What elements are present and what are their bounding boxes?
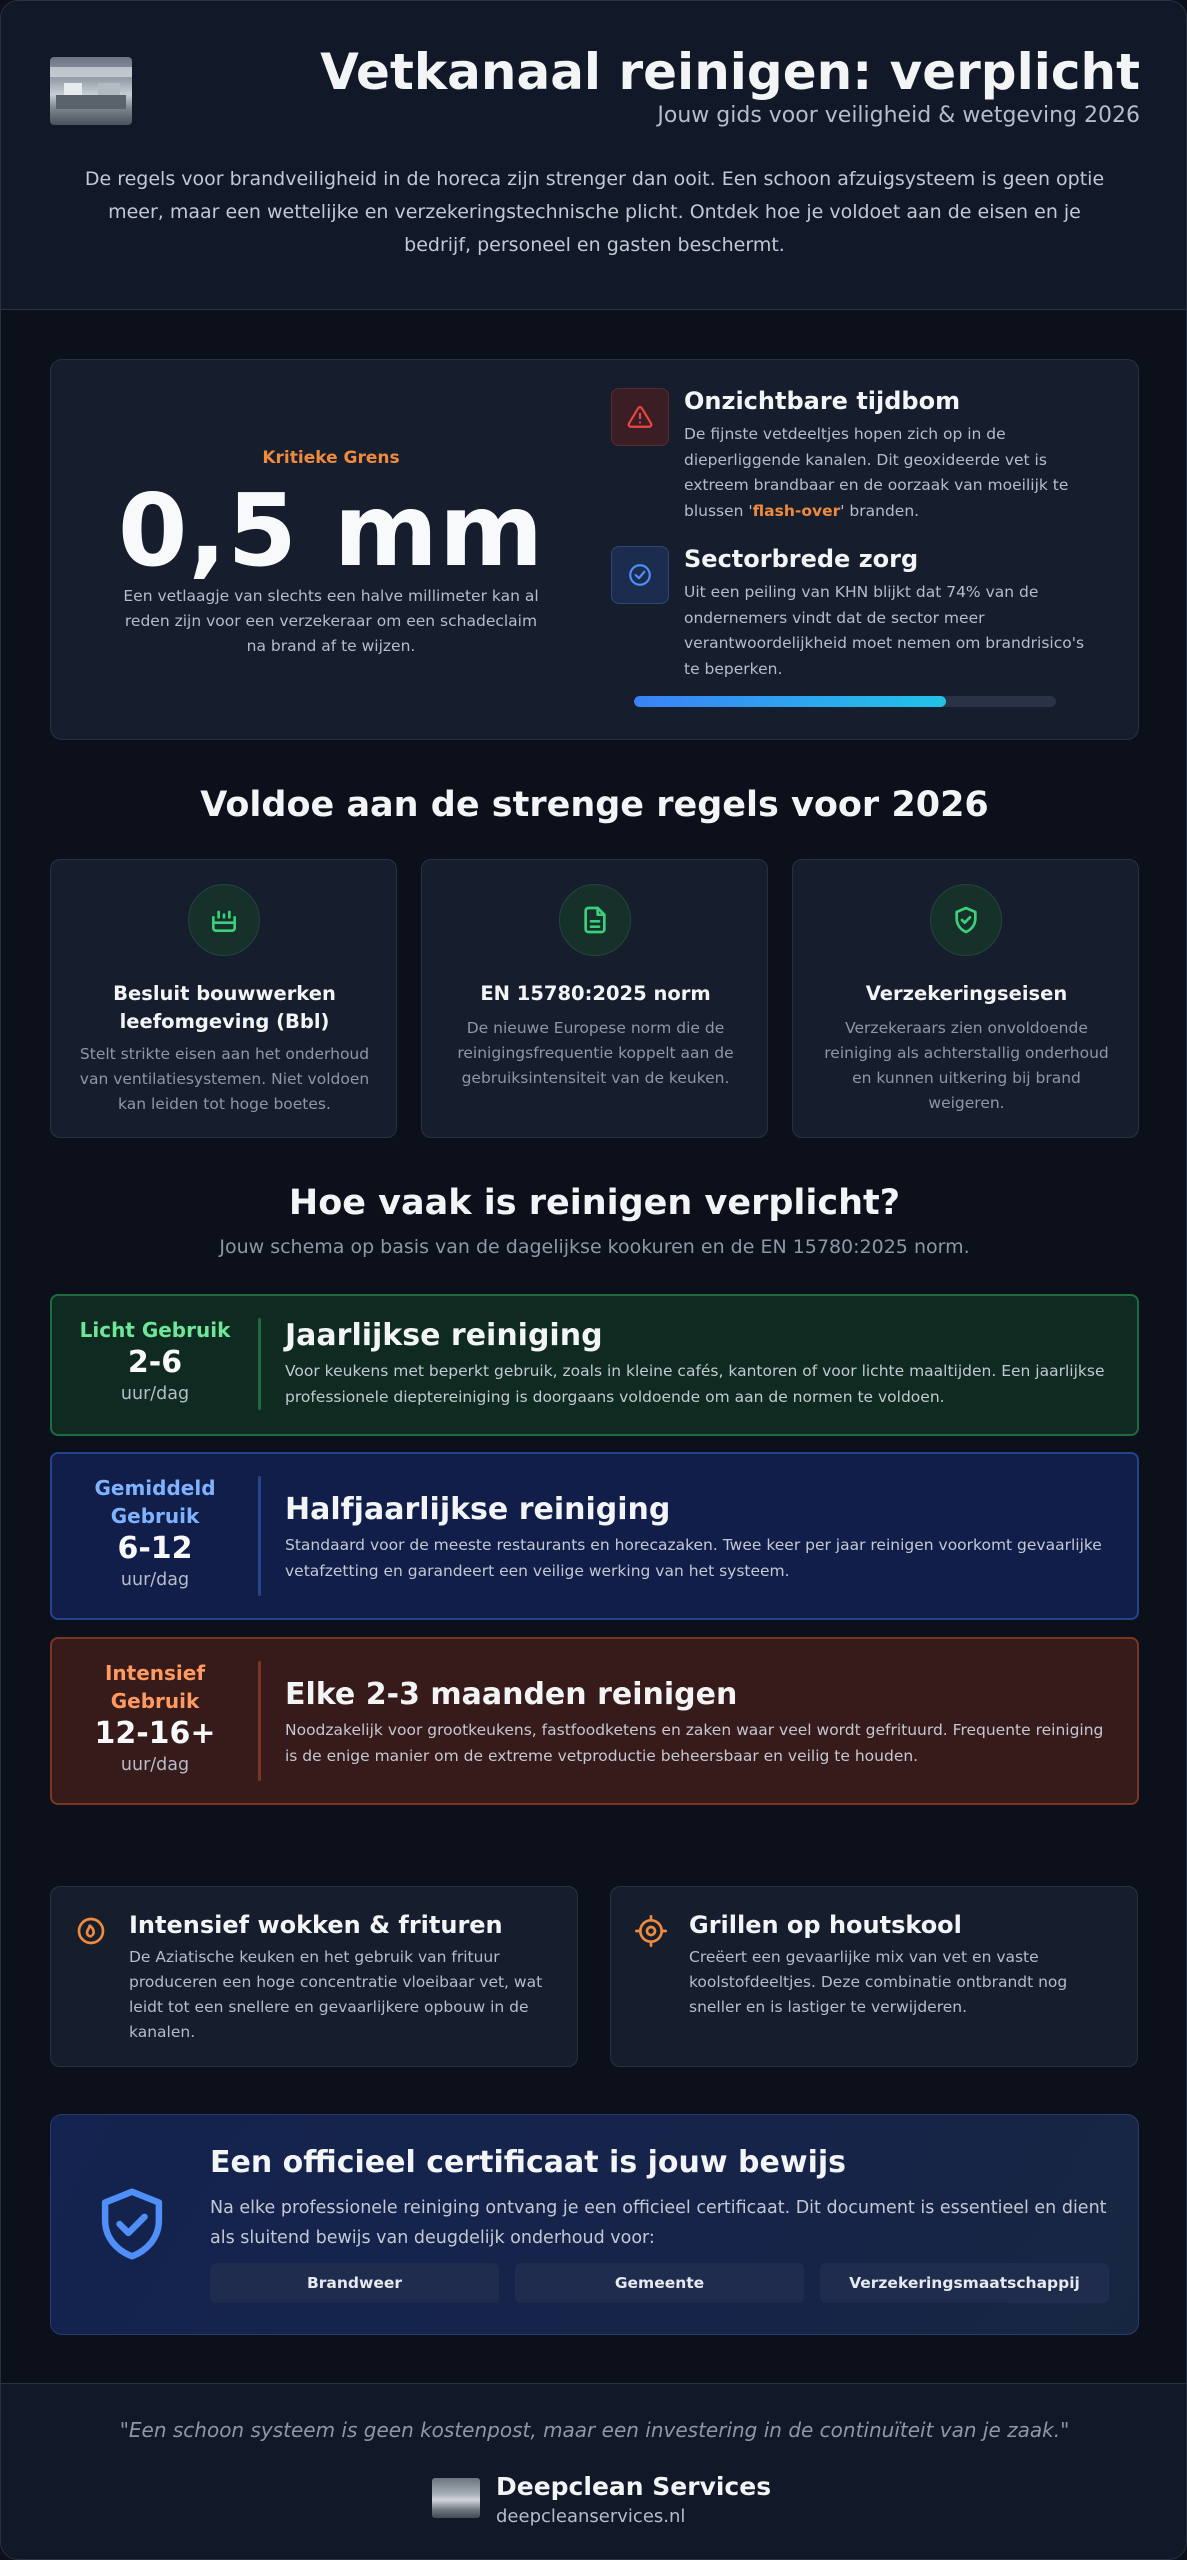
risk-card-text: De Aziatische keuken en het gebruik van frituur produceren een hoge concentratie vloeibaar vet, wat leidt tot een snellere en gevaarlijkere opbouw in de kanalen.	[129, 1948, 543, 2041]
usage-label-2: Gebruik	[110, 1689, 200, 1713]
reg-text: De nieuwe Europese norm die de reinigingsfrequentie koppelt aan de gebruiksintensiteit van de keuken.	[457, 1019, 734, 1087]
company-url[interactable]: deepcleanservices.nl	[496, 2506, 686, 2527]
risk-title: Sectorbrede zorg	[684, 545, 919, 573]
critical-description: Een vetlaagje van slechts een halve millimeter kan al reden zijn voor een verzekeraar om een schadeclaim na brand af te wijzen.	[123, 587, 539, 655]
risk-card-charcoal	[610, 1886, 1138, 2067]
usage-label: Gemiddeld	[94, 1476, 216, 1500]
intro-text: De regels voor brandveiligheid in de horeca zijn strenger dan ooit. Een schoon afzuigsysteem is geen optie meer, maar een wettelijke en verzekeringstechnische plicht. Ontdek hoe je voldoet aan de eisen en je bedrijf, personeel en gasten beschermt.	[84, 168, 1105, 256]
tag-verzekeringsmaatschappij: Verzekeringsmaatschappij	[820, 2263, 1109, 2303]
company-name: Deepclean Services	[496, 2472, 772, 2501]
row-divider	[258, 1661, 261, 1781]
frequency-row-title: Jaarlijkse reiniging	[285, 1318, 603, 1353]
reg-title: Verzekeringseisen	[865, 982, 1068, 1005]
frequency-row-intensive	[50, 1637, 1139, 1805]
certificate-card	[50, 2114, 1139, 2335]
khn-progress-bar	[634, 696, 1056, 707]
usage-label: Intensief	[104, 1661, 206, 1685]
certificate-text: Na elke professionele reiniging ontvang je een officieel certificaat. Dit document is essentieel en dient als sluitend bewijs van deugdelijk onderhoud voor:	[210, 2198, 1107, 2248]
frequency-row-medium	[50, 1452, 1139, 1620]
page-subtitle: Jouw gids voor veiligheid & wetgeving 2026	[657, 103, 1140, 128]
reg-title: Besluit bouwwerken leefomgeving (Bbl)	[113, 982, 336, 1033]
frequency-row-text: Voor keukens met beperkt gebruik, zoals in kleine cafés, kantoren of voor lichte maaltijden. Een jaarlijkse professionele dieptereiniging is doorgaans voldoende om aan de normen te voldoen.	[285, 1362, 1105, 1406]
flash-over-highlight: flash-over	[752, 501, 841, 520]
risk-text: Uit een peiling van KHN blijkt dat 74% van de ondernemers vindt dat de sector meer verantwoordelijkheid moet nemen om brandrisico's te beperken.	[684, 583, 1085, 678]
footer-quote: "Een schoon systeem is geen kostenpost, maar een investering in de continuïteit van je zaak."	[119, 2418, 1070, 2442]
wok-flame-icon	[75, 1915, 107, 1947]
reg-text: Stelt strikte eisen aan het onderhoud van ventilatiesystemen. Niet voldoen kan leiden tot hoge boetes.	[79, 1045, 370, 1113]
usage-hours: 2-6	[127, 1345, 183, 1380]
shield-check-icon	[89, 2181, 175, 2267]
critical-label: Kritieke Grens	[262, 448, 400, 468]
tag-brandweer: Brandweer	[210, 2263, 499, 2303]
khn-progress-fill	[634, 696, 946, 707]
reg-card-insurance	[792, 859, 1139, 1138]
risk-card-text: Creëert een gevaarlijke mix van vet en vaste koolstofdeeltjes. Deze combinatie ontbrandt nog sneller en is lastiger te verwijderen.	[689, 1948, 1068, 2016]
risk-card-title: Intensief wokken & frituren	[129, 1911, 503, 1939]
usage-unit: uur/dag	[120, 1755, 190, 1775]
frequency-row-title: Elke 2-3 maanden reinigen	[285, 1677, 738, 1712]
risk-title: Onzichtbare tijdbom	[684, 387, 961, 415]
check-circle-icon	[611, 546, 669, 604]
risk-card-title: Grillen op houtskool	[689, 1911, 962, 1939]
document-icon	[559, 884, 631, 956]
regulations-title: Voldoe aan de strenge regels voor 2026	[200, 785, 989, 825]
usage-unit: uur/dag	[120, 1384, 190, 1404]
frequency-row-text: Standaard voor de meeste restaurants en horecazaken. Twee keer per jaar reinigen voorkomt gevaarlijke vetafzetting en garandeert een veilige werking van het systeem.	[285, 1536, 1102, 1580]
row-divider	[258, 1476, 261, 1596]
grill-icon	[635, 1915, 667, 1947]
frequency-subtitle: Jouw schema op basis van de dagelijkse kookuren en de EN 15780:2025 norm.	[219, 1236, 970, 1258]
frequency-title: Hoe vaak is reinigen verplicht?	[288, 1183, 901, 1223]
frequency-row-text: Noodzakelijk voor grootkeukens, fastfoodketens en zaken waar veel wordt gefrituurd. Frequente reiniging is de enige manier om de extreme vetproductie beheersbaar en veilig te houden.	[285, 1721, 1104, 1765]
warning-triangle-icon	[611, 388, 669, 446]
usage-unit: uur/dag	[120, 1570, 190, 1590]
usage-hours: 6-12	[117, 1531, 193, 1566]
reg-card-en15780	[421, 859, 768, 1138]
building-icon	[188, 884, 260, 956]
risk-card-wok	[50, 1886, 578, 2067]
row-divider	[258, 1318, 261, 1410]
company-logo	[432, 2478, 480, 2518]
risk-text: De fijnste vetdeeltjes hopen zich op in de dieperliggende kanalen. Dit geoxideerde vet is extreem brandbaar en de oorzaak van moeilijk te blussen 'flash-over' branden.	[684, 425, 1069, 520]
header	[1, 1, 1187, 310]
reg-title: EN 15780:2025 norm	[480, 982, 711, 1005]
kitchen-photo	[50, 57, 132, 125]
frequency-row-light	[50, 1294, 1139, 1436]
critical-threshold-card	[50, 359, 1139, 740]
reg-card-bbl	[50, 859, 397, 1138]
page-title: Vetkanaal reinigen: verplicht	[320, 43, 1140, 101]
usage-hours: 12-16+	[94, 1716, 216, 1751]
tag-gemeente: Gemeente	[515, 2263, 804, 2303]
reg-text: Verzekeraars zien onvoldoende reiniging als achterstallig onderhoud en kunnen uitkering bij brand weigeren.	[824, 1019, 1109, 1112]
usage-label-2: Gebruik	[110, 1504, 200, 1528]
certificate-title: Een officieel certificaat is jouw bewijs	[210, 2145, 846, 2180]
footer	[1, 2383, 1187, 2560]
frequency-row-title: Halfjaarlijkse reiniging	[285, 1492, 671, 1527]
usage-label: Licht Gebruik	[79, 1318, 231, 1342]
critical-value: 0,5 mm	[117, 472, 545, 589]
shield-check-icon	[930, 884, 1002, 956]
